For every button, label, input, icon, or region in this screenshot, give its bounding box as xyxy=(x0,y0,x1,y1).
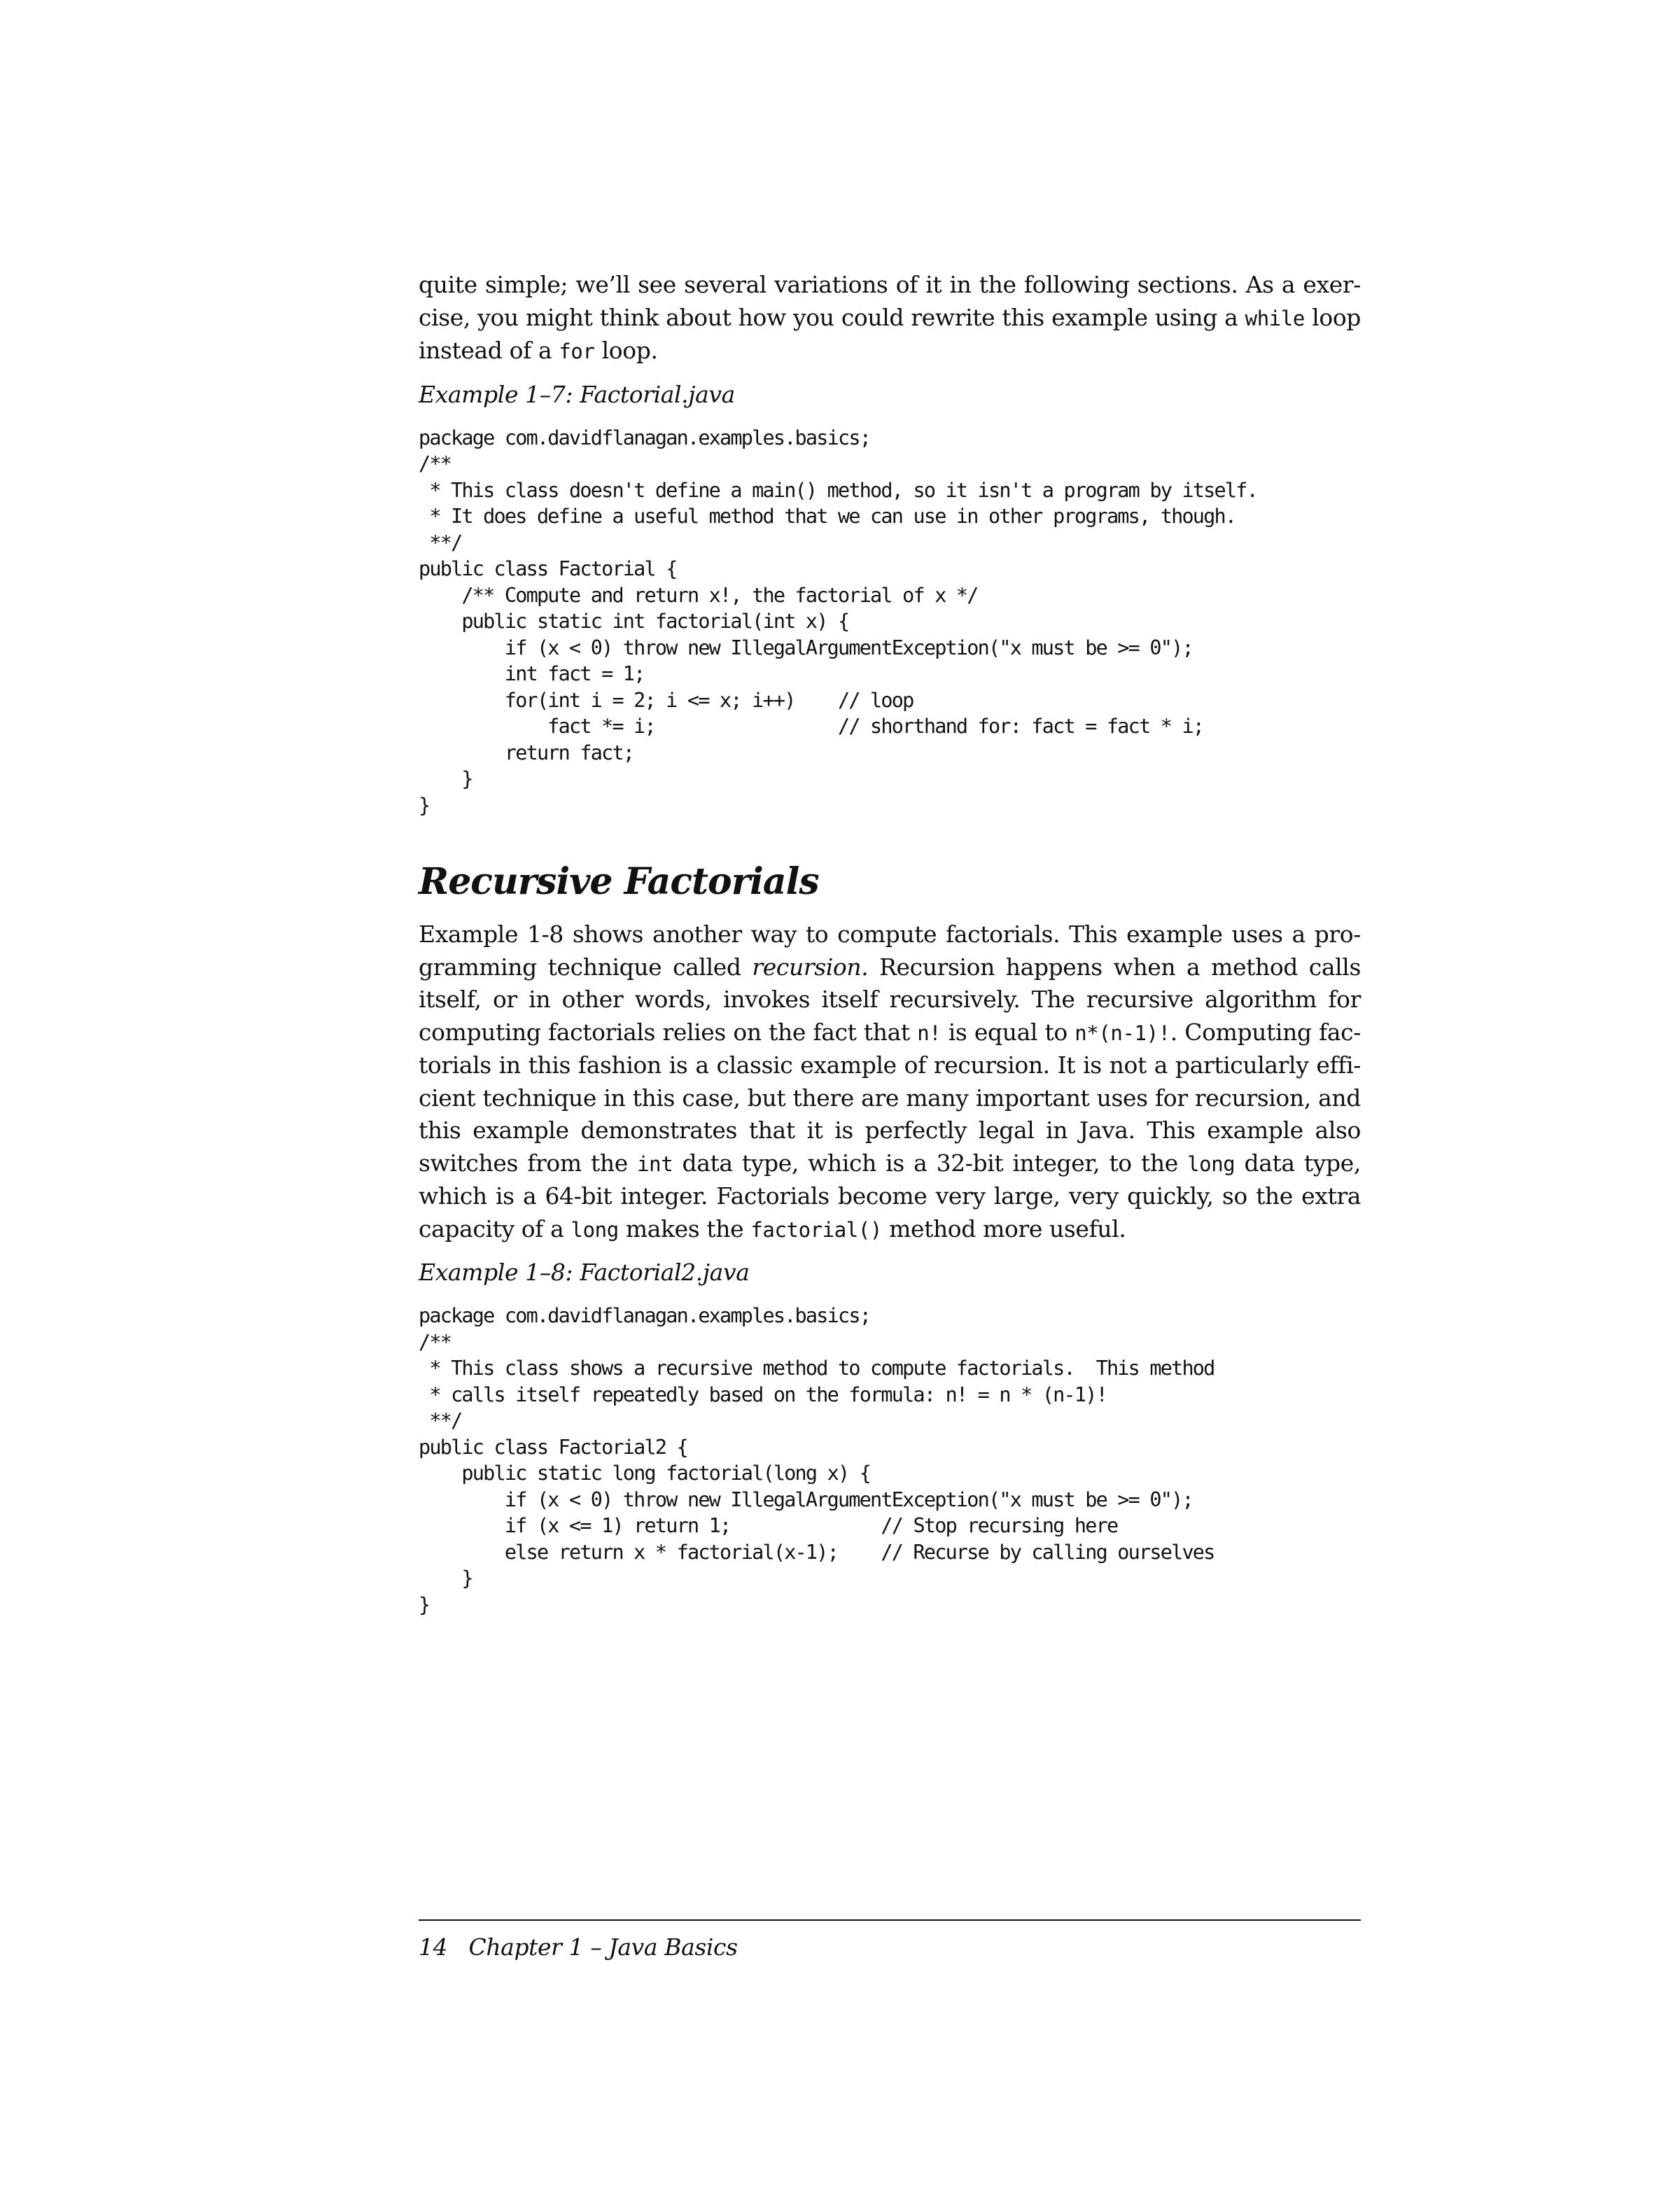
page-footer xyxy=(419,1933,738,1961)
example-1-8-caption: Example 1–8: Factorial2.java xyxy=(419,1259,750,1286)
code-n-factorial: n! xyxy=(917,1021,941,1045)
code-while: while xyxy=(1245,306,1305,330)
section-heading: Recursive Factorials xyxy=(419,860,819,903)
code-factorial-method: factorial() xyxy=(750,1217,882,1242)
body-text-7: makes the xyxy=(618,1214,751,1242)
body-text-6: data type, which is a 64-bit integer. Factorials become very large, very quickly, so the extra capacity of a xyxy=(419,1149,1361,1242)
body-text-8: method more useful. xyxy=(881,1214,1126,1242)
code-long: long xyxy=(1187,1152,1236,1176)
term-recursion: recursion. xyxy=(752,953,869,981)
chapter-title: Chapter 1 – Java Basics xyxy=(468,1933,738,1961)
intro-text-2: loop instead of a xyxy=(419,303,1362,364)
body-text-2: Recursion happens when a method calls itself, or in other words, invokes itself recursively. The recursive algorithm for computing factorials relies on the fact that xyxy=(419,953,1361,1046)
intro-text-1: quite simple; we’ll see several variations of it in the following sections. As a exer-cise, you might think about how you could rewrite this example using a xyxy=(419,271,1361,331)
body-text-1: Example 1-8 shows another way to compute factorials. This example uses a pro-gramming technique called xyxy=(419,920,1361,981)
page-content xyxy=(419,269,1361,1618)
recursion-paragraph xyxy=(419,918,1361,1246)
body-text-4: . Computing fac-torials in this fashion is a classic example of recursion. It is not a particularly effi-cient technique in this case, but there are many important uses for recursion, and this example demonstrates that it is perfectly legal in Java. This example also switches from the xyxy=(419,1018,1362,1177)
code-long-2: long xyxy=(570,1217,619,1242)
body-text-5: data type, which is a 32-bit integer, to the xyxy=(673,1149,1188,1177)
factorial-code-listing: package com.davidflanagan.examples.basics; /** * This class doesn't define a main() method, so it isn't a program by itself. * It does define a useful method that we can use in other programs, though. **/ public class Factorial { /** Compute and return x!, the factorial of x */ public static int factorial(int x) { if (x < 0) throw new IllegalArgumentException("x must be >= 0"); int fact = 1; for(int i = 2; i <= x; i++) // loop fact *= i; // shorthand for: fact = fact * i; return fact; } } xyxy=(419,426,1257,817)
footer-rule xyxy=(419,1919,1361,1921)
intro-paragraph xyxy=(419,269,1361,368)
code-int: int xyxy=(637,1152,673,1176)
page-number: 14 xyxy=(419,1933,448,1961)
example-1-7-caption: Example 1–7: Factorial.java xyxy=(419,380,735,408)
factorial2-code-listing: package com.davidflanagan.examples.basics; /** * This class shows a recursive method to compute factorials. This method * calls itself repeatedly based on the formula: n! = n * (n-1)! **/ public class Factorial2 { public static long factorial(long x) { if (x < 0) throw new IllegalArgumentException("x must be >= 0"); if (x <= 1) return 1; // Stop recursing here else return x * factorial(x-1); // Recurse by calling ourselves } } xyxy=(419,1304,1214,1616)
code-recursive-formula: n*(n-1)! xyxy=(1074,1021,1170,1045)
intro-text-3: loop. xyxy=(594,337,658,364)
code-for: for xyxy=(559,340,595,363)
body-text-3: is equal to xyxy=(941,1018,1075,1046)
